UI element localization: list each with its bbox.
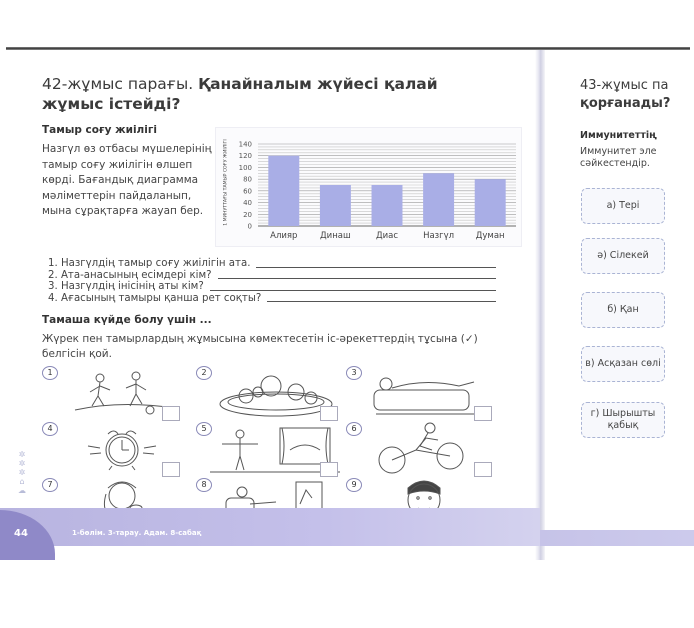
worksheet-number: 42-жұмыс парағы. [42, 75, 194, 93]
worksheet-title [42, 74, 482, 114]
bar-Алияр [268, 156, 299, 226]
activity-item-1 [42, 366, 192, 422]
bar-Динаш [320, 185, 351, 226]
y-tick-label: 80 [243, 175, 252, 184]
question-1 [48, 258, 496, 270]
bar-Думан [475, 179, 506, 226]
vegetable-plate-icon [216, 372, 336, 418]
intro-text: Назгүл өз отбасы мүшелерінің тамыр соғу жиілігін өлшеп көрді. Бағандық диаграмма мәліметтерін пайдаланып, мына сұрақтарға жауап бер. [42, 143, 212, 218]
cycling-icon [366, 422, 476, 476]
item-number: 5 [196, 422, 212, 436]
x-tick-label: Думан [475, 231, 505, 241]
instruction-line: сәйкестендір. [580, 158, 650, 169]
match-box-blood[interactable]: б) Қан [581, 292, 665, 328]
item-checkbox[interactable] [474, 406, 492, 421]
section-heading-healthy: Тамаша күйде болу үшін ... [42, 314, 212, 326]
item-checkbox[interactable] [474, 462, 492, 477]
alarm-clock-icon [82, 424, 162, 474]
left-page [0, 50, 535, 560]
item-number: 3 [346, 366, 362, 380]
footer-band [0, 508, 540, 546]
rocket-decoration-icon: ✲ ✲ ✲ ⌂ ☁ [18, 450, 26, 495]
right-worksheet-number: 43-жұмыс па [580, 78, 669, 93]
worksheet-heading: Қанайналым жүйесі қалай жұмыс істейді? [42, 75, 438, 113]
item-checkbox[interactable] [162, 462, 180, 477]
answer-line[interactable] [218, 278, 496, 279]
y-tick-label: 0 [247, 222, 252, 231]
item-number: 7 [42, 478, 58, 492]
question-text: 2. Ата-анасының есімдері кім? [48, 269, 212, 281]
activity-item-2 [196, 366, 346, 422]
item-number: 2 [196, 366, 212, 380]
x-tick-label: Динаш [320, 231, 351, 241]
bar-Назгүл [423, 173, 454, 226]
task-instructions: Жүрек пен тамырлардың жұмысына көмектесетін іс-әрекеттердің тұсына (✓) белгісін қой. [42, 333, 478, 360]
question-text: 3. Назгүлдің інісінің аты кім? [48, 281, 204, 293]
activity-item-5 [196, 422, 346, 478]
section-heading-pulse: Тамыр соғу жиілігі [42, 124, 157, 136]
book-gutter [535, 50, 545, 560]
lesson-breadcrumb: 1-бөлім. 3-тарау. Адам. 8-сабақ [72, 529, 202, 537]
item-number: 9 [346, 478, 362, 492]
chart-canvas [216, 128, 521, 246]
match-box-mucous-membrane[interactable]: г) Шырышты қабық [581, 402, 665, 438]
question-list [48, 258, 496, 304]
item-checkbox[interactable] [320, 406, 338, 421]
activity-item-6 [346, 422, 496, 478]
y-tick-label: 140 [238, 140, 252, 149]
y-tick-label: 20 [243, 210, 252, 219]
item-number: 1 [42, 366, 58, 380]
bar-Диас [372, 185, 403, 226]
match-box-gastric-juice[interactable]: в) Асқазан сөлі [581, 346, 665, 382]
match-box-skin[interactable]: а) Тері [581, 188, 665, 224]
item-checkbox[interactable] [162, 406, 180, 421]
answer-line[interactable] [210, 290, 496, 291]
item-checkbox[interactable] [320, 462, 338, 477]
activity-item-4 [42, 422, 192, 478]
right-worksheet-heading: қорғанады? [580, 96, 671, 111]
item-number: 6 [346, 422, 362, 436]
question-3 [48, 281, 496, 293]
right-worksheet-title [580, 77, 670, 113]
y-tick-label: 40 [243, 199, 252, 208]
item-number: 8 [196, 478, 212, 492]
activity-item-3 [346, 366, 496, 422]
question-text: 4. Ағасының тамыры қанша рет соқты? [48, 292, 262, 304]
pulse-bar-chart [215, 127, 522, 247]
question-4 [48, 293, 496, 305]
lying-on-sofa-icon [364, 370, 484, 418]
match-box-saliva[interactable]: ә) Сілекей [581, 238, 665, 274]
x-tick-label: Диас [375, 231, 399, 241]
chart-y-axis-label: 1 МИНУТТАҒЫ ТАМЫР СОҒУ ЖИІЛІГІ [223, 139, 229, 226]
y-tick-label: 60 [243, 187, 252, 196]
question-text: 1. Назгүлдің тамыр соғу жиілігін ата. [48, 258, 251, 269]
answer-line[interactable] [267, 301, 496, 302]
right-instructions [580, 146, 657, 170]
x-tick-label: Алияр [270, 231, 298, 241]
x-tick-label: Назгүл [423, 231, 455, 241]
item-number: 4 [42, 422, 58, 436]
y-tick-label: 100 [238, 163, 252, 172]
instruction-line: Иммунитет эле [580, 146, 657, 157]
page-number: 44 [14, 528, 28, 539]
question-2 [48, 270, 496, 282]
right-subheading: Иммунитеттің [580, 130, 657, 141]
answer-line[interactable] [256, 267, 496, 268]
y-tick-label: 120 [238, 152, 252, 161]
right-page [545, 50, 694, 560]
